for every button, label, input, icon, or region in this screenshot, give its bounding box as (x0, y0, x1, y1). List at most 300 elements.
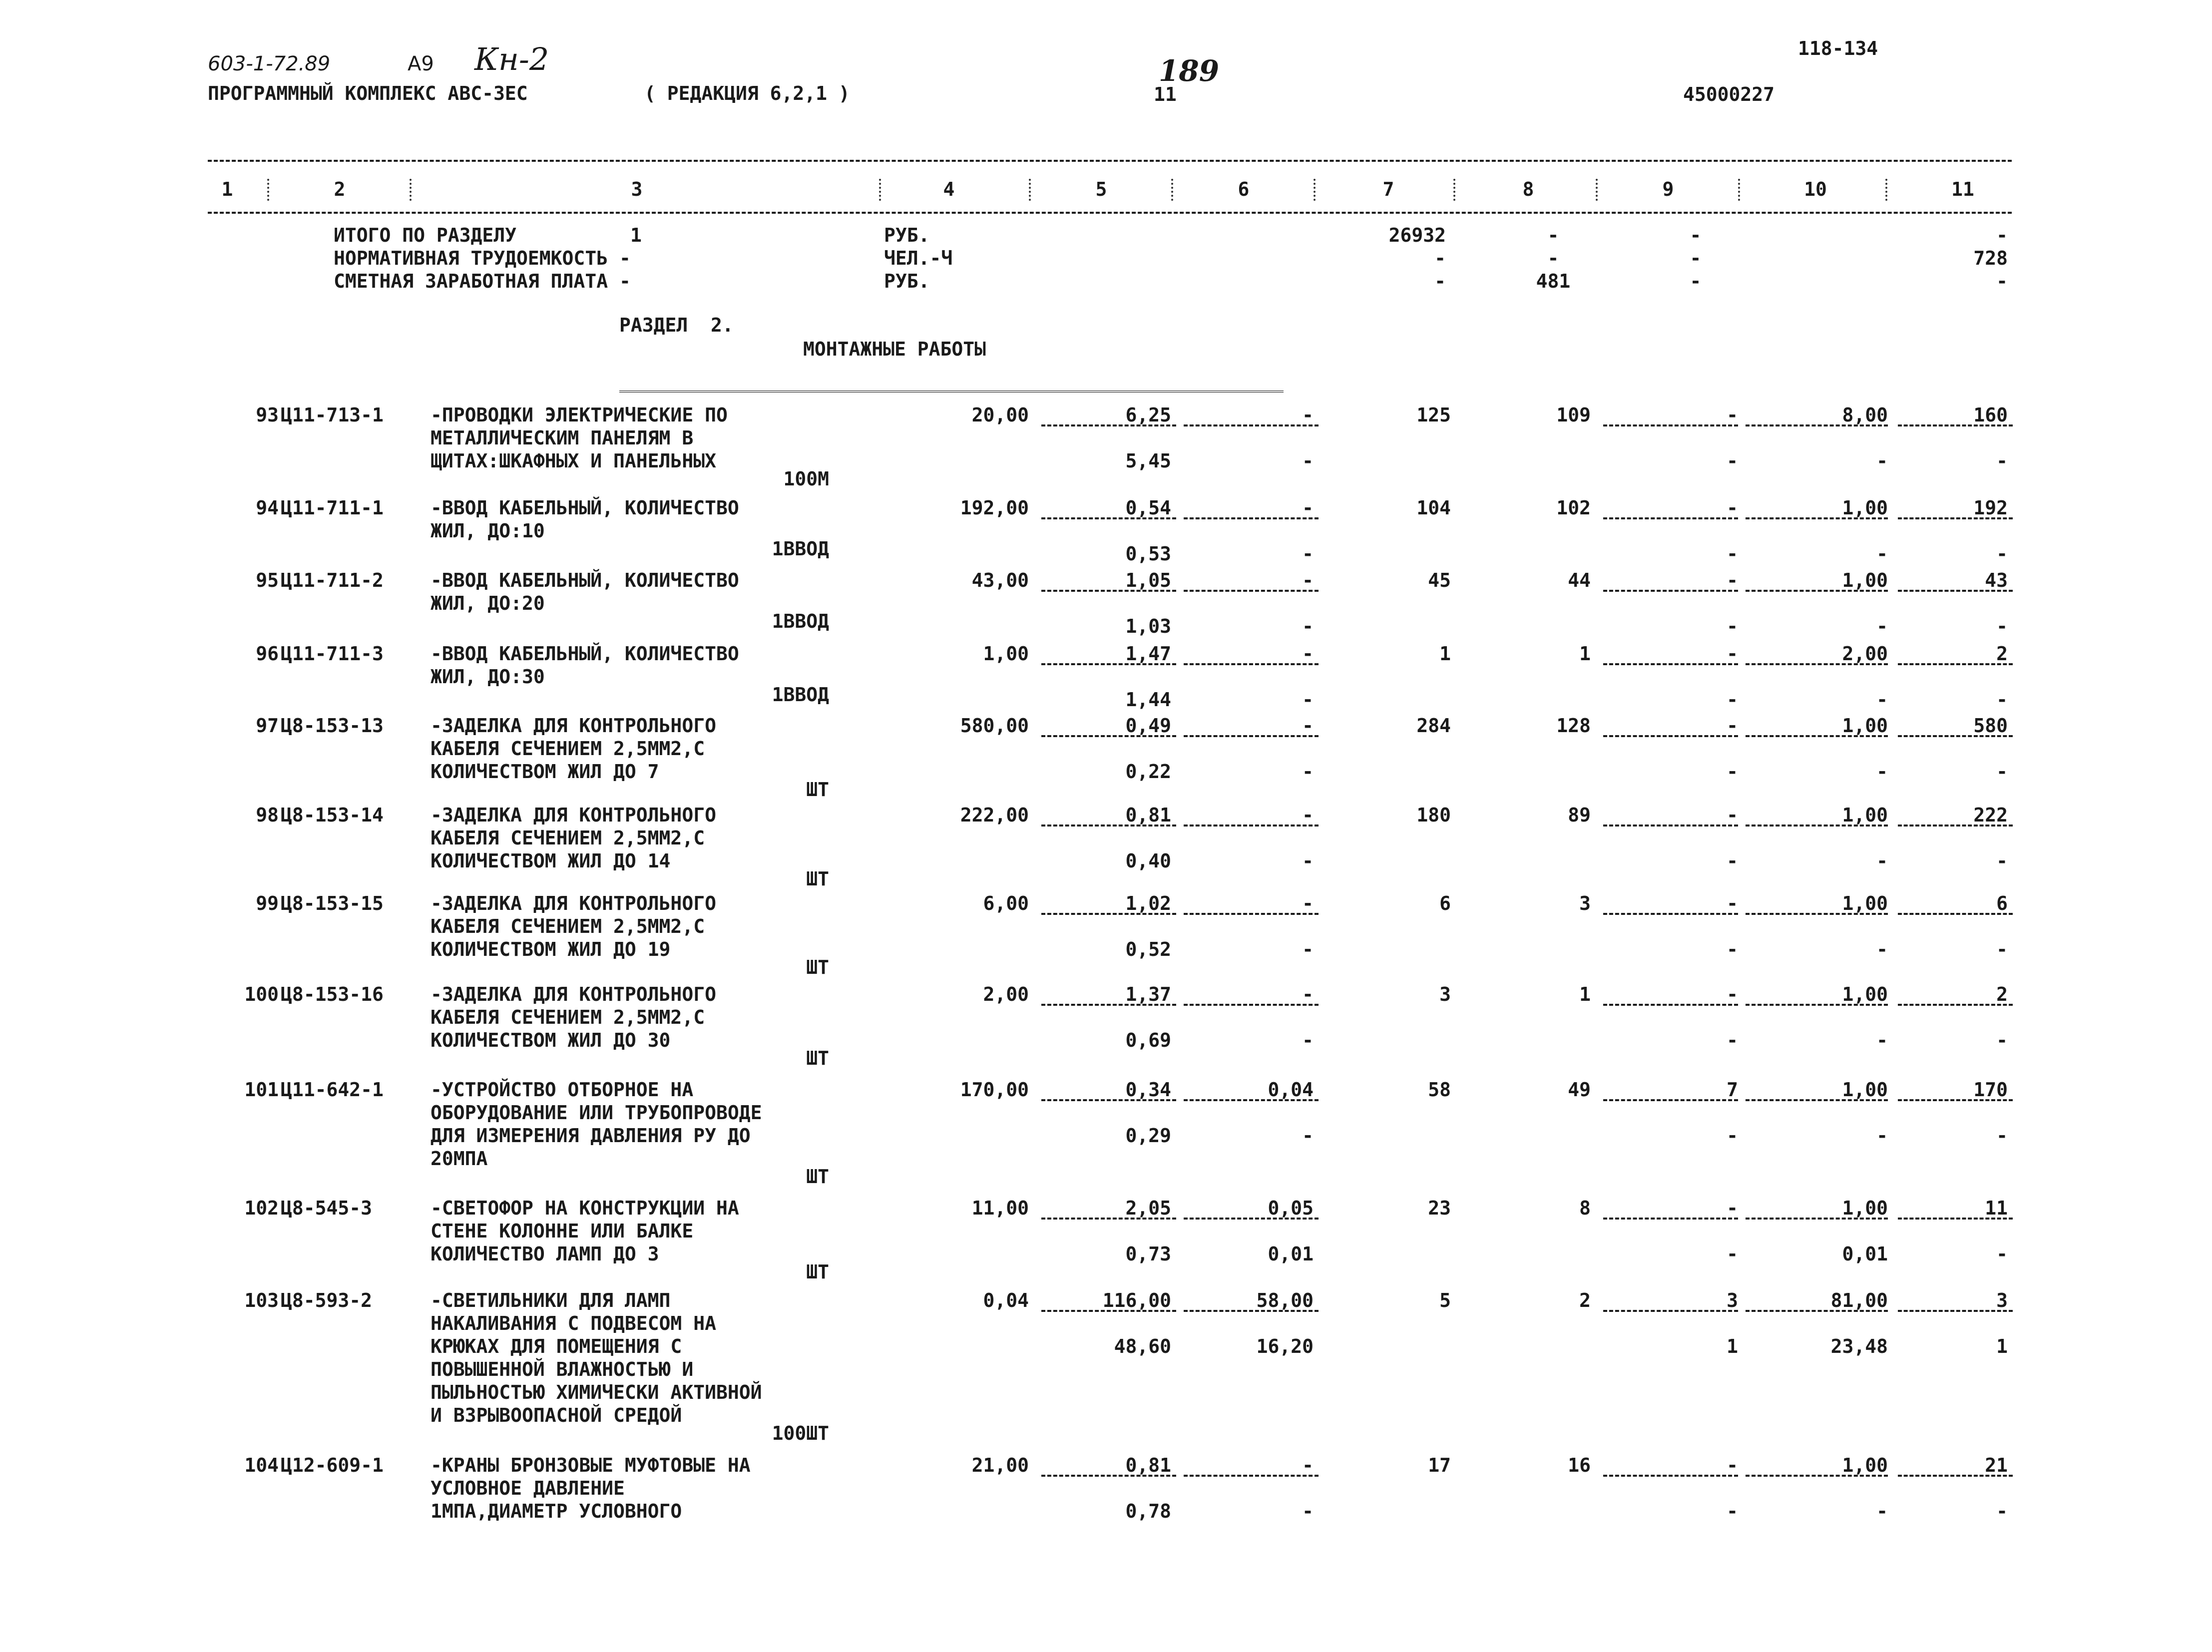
row-description-line: -СВЕТОФОР НА КОНСТРУКЦИИ НА (431, 1197, 739, 1219)
row-divider (1041, 1099, 1176, 1101)
row-col4: 2,00 (983, 983, 1029, 1005)
row-number: 104 (244, 1454, 279, 1476)
row-col11-sub: - (1996, 1125, 2008, 1147)
column-number: 3 (631, 178, 643, 200)
row-col10-sub: 23,48 (1830, 1335, 1888, 1357)
row-col9-sub: - (1727, 615, 1738, 637)
row-description-line: СТЕНЕ КОЛОННЕ ИЛИ БАЛКЕ (431, 1220, 694, 1242)
row-divider (1746, 735, 1888, 737)
row-col10: 1,00 (1842, 892, 1888, 914)
column-separator (1453, 179, 1457, 201)
program-name: ПРОГРАММНЫЙ КОМПЛЕКС АВС-3ЕС (208, 82, 528, 104)
row-number: 95 (256, 569, 279, 591)
row-description-line: -ВВОД КАБЕЛЬНЫЙ, КОЛИЧЕСТВО (431, 569, 739, 591)
row-col5: 2,05 (1125, 1197, 1171, 1219)
row-divider (1603, 735, 1738, 737)
total-col9: - (1690, 270, 1702, 292)
row-col10: 1,00 (1842, 983, 1888, 1005)
row-col9-sub: - (1727, 689, 1738, 711)
row-col5-sub: 0,78 (1125, 1500, 1171, 1522)
row-description-line: КОЛИЧЕСТВОМ ЖИЛ ДО 7 (431, 761, 659, 783)
row-divider (1184, 590, 1319, 592)
row-divider (1041, 1218, 1176, 1220)
column-number: 11 (1951, 178, 1974, 200)
row-col11-sub: - (1996, 689, 2008, 711)
row-col9: - (1727, 715, 1738, 737)
row-col6: 0,04 (1268, 1079, 1314, 1101)
row-col10: 1,00 (1842, 1454, 1888, 1476)
row-col10-sub: - (1876, 1029, 1888, 1051)
row-description-line: КОЛИЧЕСТВОМ ЖИЛ ДО 30 (431, 1029, 671, 1051)
row-description-line: УСЛОВНОЕ ДАВЛЕНИЕ (431, 1477, 625, 1499)
row-col6-sub: 16,20 (1256, 1335, 1314, 1357)
row-col9: 7 (1727, 1079, 1738, 1101)
row-description-line: -ВВОД КАБЕЛЬНЫЙ, КОЛИЧЕСТВО (431, 497, 739, 519)
row-col6: - (1302, 1454, 1314, 1476)
row-col11-sub: 1 (1996, 1335, 2008, 1357)
section-title: РАЗДЕЛ 2. (619, 314, 734, 336)
row-col5-sub: 0,73 (1125, 1243, 1171, 1265)
row-divider (1898, 913, 2013, 915)
page-number: 11 (1154, 83, 1177, 105)
sheet-range: 118-134 (1798, 37, 1878, 59)
total-col7: 26932 (1388, 224, 1446, 246)
row-col8: 44 (1568, 569, 1591, 591)
row-description-line: КРЮКАХ ДЛЯ ПОМЕЩЕНИЯ С (431, 1335, 682, 1357)
doc-code: 603-1-72.89 (208, 52, 331, 75)
row-col10-sub: - (1876, 543, 1888, 565)
row-col9: - (1727, 892, 1738, 914)
row-unit: 1ВВОД (772, 538, 829, 560)
row-divider (1184, 517, 1319, 519)
row-col10-sub: - (1876, 689, 1888, 711)
total-col8: - (1547, 247, 1559, 269)
row-col8: 49 (1568, 1079, 1591, 1101)
row-col4: 170,00 (960, 1079, 1029, 1101)
row-col8: 102 (1556, 497, 1591, 519)
row-col11: 160 (1973, 404, 2008, 426)
column-separator (1596, 179, 1600, 201)
row-col9-sub: - (1727, 450, 1738, 472)
row-divider (1184, 1004, 1319, 1006)
row-divider (1898, 1475, 2013, 1477)
row-col10: 1,00 (1842, 1197, 1888, 1219)
row-col10-sub: - (1876, 850, 1888, 872)
row-description-line: ПОВЫШЕННОЙ ВЛАЖНОСТЬЮ И (431, 1358, 694, 1380)
row-divider (1603, 825, 1738, 826)
row-description-line: -КРАНЫ БРОНЗОВЫЕ МУФТОВЫЕ НА (431, 1454, 751, 1476)
row-col10: 1,00 (1842, 715, 1888, 737)
total-col11: 728 (1973, 247, 2008, 269)
row-col9-sub: - (1727, 1125, 1738, 1147)
row-divider (1603, 1099, 1738, 1101)
row-col9-sub: - (1727, 1500, 1738, 1522)
row-description-line: ПЫЛЬНОСТЬЮ ХИМИЧЕСКИ АКТИВНОЙ (431, 1381, 762, 1403)
total-unit: ЧЕЛ.-Ч (884, 247, 953, 269)
row-divider (1603, 1218, 1738, 1220)
row-col11: 580 (1973, 715, 2008, 737)
total-col11: - (1996, 270, 2008, 292)
row-divider (1898, 1218, 2013, 1220)
row-unit: 1ВВОД (772, 610, 829, 632)
row-number: 96 (256, 643, 279, 665)
row-col10-sub: - (1876, 1125, 1888, 1147)
column-separator (410, 179, 414, 201)
row-number: 100 (244, 983, 279, 1005)
row-col5: 1,47 (1125, 643, 1171, 665)
row-col4: 222,00 (960, 804, 1029, 826)
row-col7: 1 (1439, 643, 1451, 665)
row-divider (1898, 517, 2013, 519)
row-col11-sub: - (1996, 1029, 2008, 1051)
row-col6-sub: - (1302, 1500, 1314, 1522)
row-col5-sub: 0,40 (1125, 850, 1171, 872)
row-col6-sub: - (1302, 938, 1314, 960)
row-col11-sub: - (1996, 543, 2008, 565)
row-col8: 2 (1579, 1289, 1591, 1311)
row-description-line: КАБЕЛЯ СЕЧЕНИЕМ 2,5ММ2,С (431, 1006, 705, 1028)
row-divider (1041, 1475, 1176, 1477)
row-col5: 0,81 (1125, 804, 1171, 826)
row-col6: 58,00 (1256, 1289, 1314, 1311)
row-code: Ц8-153-14 (281, 804, 384, 826)
row-description-line: ЖИЛ, ДО:30 (431, 666, 545, 688)
row-col9-sub: - (1727, 1029, 1738, 1051)
row-divider (1898, 590, 2013, 592)
row-col9-sub: - (1727, 938, 1738, 960)
row-description-line: КОЛИЧЕСТВОМ ЖИЛ ДО 14 (431, 850, 671, 872)
row-col6: - (1302, 497, 1314, 519)
row-col5-sub: 5,45 (1125, 450, 1171, 472)
row-col4: 6,00 (983, 892, 1029, 914)
row-col10: 81,00 (1830, 1289, 1888, 1311)
row-col10: 1,00 (1842, 569, 1888, 591)
column-number: 7 (1382, 178, 1394, 200)
row-col8: 109 (1556, 404, 1591, 426)
row-col6: 0,05 (1268, 1197, 1314, 1219)
row-divider (1898, 1099, 2013, 1101)
row-description-line: -СВЕТИЛЬНИКИ ДЛЯ ЛАМП (431, 1289, 671, 1311)
row-col7: 17 (1428, 1454, 1451, 1476)
row-col5-sub: 0,52 (1125, 938, 1171, 960)
row-divider (1898, 1004, 2013, 1006)
row-col9: - (1727, 404, 1738, 426)
row-number: 101 (244, 1079, 279, 1101)
row-col11: 2 (1996, 983, 2008, 1005)
total-col7: - (1434, 247, 1446, 269)
rule-top (208, 160, 2012, 162)
row-divider (1603, 1475, 1738, 1477)
row-col11: 21 (1985, 1454, 2008, 1476)
row-divider (1746, 1004, 1888, 1006)
total-label: СМЕТНАЯ ЗАРАБОТНАЯ ПЛАТА - (334, 270, 631, 292)
row-number: 97 (256, 715, 279, 737)
row-col10: 1,00 (1842, 497, 1888, 519)
row-unit: ШТ (806, 1261, 829, 1283)
row-col8: 1 (1579, 643, 1591, 665)
row-col10-sub: 0,01 (1842, 1243, 1888, 1265)
total-col9: - (1690, 224, 1702, 246)
row-code: Ц8-593-2 (281, 1289, 373, 1311)
row-divider (1603, 517, 1738, 519)
row-col9-sub: - (1727, 850, 1738, 872)
row-col6-sub: - (1302, 1029, 1314, 1051)
row-description-line: НАКАЛИВАНИЯ С ПОДВЕСОМ НА (431, 1312, 716, 1334)
row-description-line: КАБЕЛЯ СЕЧЕНИЕМ 2,5ММ2,С (431, 738, 705, 760)
edition: ( РЕДАКЦИЯ 6,2,1 ) (644, 82, 850, 104)
row-col7: 180 (1416, 804, 1451, 826)
row-col6: - (1302, 569, 1314, 591)
row-col11: 11 (1985, 1197, 2008, 1219)
row-divider (1603, 663, 1738, 665)
row-col11: 2 (1996, 643, 2008, 665)
row-divider (1184, 424, 1319, 426)
row-unit: ШТ (806, 1047, 829, 1069)
row-col11-sub: - (1996, 850, 2008, 872)
row-description-line: ЖИЛ, ДО:10 (431, 520, 545, 542)
row-number: 102 (244, 1197, 279, 1219)
row-col5: 0,34 (1125, 1079, 1171, 1101)
row-divider (1041, 424, 1176, 426)
row-col9-sub: - (1727, 761, 1738, 783)
row-col6: - (1302, 892, 1314, 914)
row-col9: - (1727, 804, 1738, 826)
row-number: 98 (256, 804, 279, 826)
row-col7: 284 (1416, 715, 1451, 737)
row-col8: 89 (1568, 804, 1591, 826)
row-col9: - (1727, 1197, 1738, 1219)
row-divider (1041, 1310, 1176, 1312)
row-col5-sub: 0,53 (1125, 543, 1171, 565)
row-col6: - (1302, 983, 1314, 1005)
row-col11-sub: - (1996, 615, 2008, 637)
row-divider (1898, 735, 2013, 737)
column-number: 9 (1662, 178, 1674, 200)
total-unit: РУБ. (884, 224, 930, 246)
row-col6-sub: - (1302, 543, 1314, 565)
row-col7: 45 (1428, 569, 1451, 591)
row-divider (1898, 1310, 2013, 1312)
row-divider (1603, 590, 1738, 592)
row-divider (1746, 1475, 1888, 1477)
row-code: Ц11-642-1 (281, 1079, 384, 1101)
row-divider (1184, 1475, 1319, 1477)
row-col9: - (1727, 983, 1738, 1005)
row-divider (1746, 517, 1888, 519)
row-col5: 0,54 (1125, 497, 1171, 519)
row-unit: ШТ (806, 868, 829, 890)
row-number: 99 (256, 892, 279, 914)
row-col5-sub: 0,69 (1125, 1029, 1171, 1051)
row-col7: 125 (1416, 404, 1451, 426)
row-divider (1746, 913, 1888, 915)
section-subtitle: МОНТАЖНЫЕ РАБОТЫ (803, 338, 986, 360)
section-double-rule (619, 391, 1284, 393)
row-col9: - (1727, 569, 1738, 591)
row-divider (1041, 663, 1176, 665)
row-col9: 3 (1727, 1289, 1738, 1311)
row-col7: 6 (1439, 892, 1451, 914)
page-handwritten: 189 (1159, 54, 1220, 88)
row-code: Ц8-545-3 (281, 1197, 373, 1219)
row-description-line: И ВЗРЫВООПАСНОЙ СРЕДОЙ (431, 1404, 682, 1426)
row-description-line: -ЗАДЕЛКА ДЛЯ КОНТРОЛЬНОГО (431, 892, 716, 914)
column-separator (1738, 179, 1742, 201)
row-description-line: КАБЕЛЯ СЕЧЕНИЕМ 2,5ММ2,С (431, 915, 705, 937)
row-description-line: -ЗАДЕЛКА ДЛЯ КОНТРОЛЬНОГО (431, 983, 716, 1005)
row-unit: 1ВВОД (772, 684, 829, 706)
row-divider (1041, 825, 1176, 826)
row-unit: 100М (783, 468, 829, 490)
row-divider (1184, 735, 1319, 737)
row-col5-sub: 0,29 (1125, 1125, 1171, 1147)
row-col4: 21,00 (971, 1454, 1029, 1476)
row-divider (1603, 1310, 1738, 1312)
column-number: 4 (943, 178, 955, 200)
row-divider (1041, 913, 1176, 915)
row-col7: 3 (1439, 983, 1451, 1005)
column-separator (1314, 179, 1318, 201)
row-col4: 1,00 (983, 643, 1029, 665)
column-separator (1885, 179, 1889, 201)
row-col5: 116,00 (1102, 1289, 1171, 1311)
book-note-handwritten: Кн-2 (474, 41, 549, 77)
row-col6-sub: - (1302, 761, 1314, 783)
row-col5: 1,37 (1125, 983, 1171, 1005)
row-col11-sub: - (1996, 938, 2008, 960)
row-col9: - (1727, 643, 1738, 665)
row-divider (1041, 1004, 1176, 1006)
row-col10: 1,00 (1842, 1079, 1888, 1101)
row-description-line: 20МПА (431, 1148, 488, 1170)
row-col10-sub: - (1876, 1500, 1888, 1522)
row-col10-sub: - (1876, 938, 1888, 960)
row-col5: 1,05 (1125, 569, 1171, 591)
column-separator (879, 179, 883, 201)
row-col9-sub: - (1727, 543, 1738, 565)
row-col5-sub: 1,44 (1125, 689, 1171, 711)
row-number: 93 (256, 404, 279, 426)
column-number: 2 (334, 178, 346, 200)
row-divider (1746, 1099, 1888, 1101)
row-col10-sub: - (1876, 761, 1888, 783)
total-col7: - (1434, 270, 1446, 292)
column-separator (1029, 179, 1033, 201)
row-col11-sub: - (1996, 450, 2008, 472)
row-col6: - (1302, 715, 1314, 737)
row-divider (1184, 1218, 1319, 1220)
row-col6: - (1302, 404, 1314, 426)
row-col11: 3 (1996, 1289, 2008, 1311)
row-col6-sub: - (1302, 850, 1314, 872)
row-divider (1746, 663, 1888, 665)
rule-under-header (208, 212, 2012, 214)
row-col6-sub: - (1302, 689, 1314, 711)
row-divider (1184, 913, 1319, 915)
object-id: 45000227 (1683, 83, 1775, 105)
row-code: Ц12-609-1 (281, 1454, 384, 1476)
row-col7: 5 (1439, 1289, 1451, 1311)
row-col8: 128 (1556, 715, 1591, 737)
row-description-line: ОБОРУДОВАНИЕ ИЛИ ТРУБОПРОВОДЕ (431, 1102, 762, 1124)
row-col11: 6 (1996, 892, 2008, 914)
row-number: 103 (244, 1289, 279, 1311)
total-col8: 481 (1536, 270, 1571, 292)
row-col11: 222 (1973, 804, 2008, 826)
column-number: 10 (1804, 178, 1827, 200)
row-col10: 1,00 (1842, 804, 1888, 826)
total-label: ИТОГО ПО РАЗДЕЛУ (334, 224, 517, 246)
row-col6: - (1302, 643, 1314, 665)
row-number: 94 (256, 497, 279, 519)
row-divider (1603, 1004, 1738, 1006)
row-code: Ц8-153-13 (281, 715, 384, 737)
row-description-line: КОЛИЧЕСТВО ЛАМП ДО 3 (431, 1243, 659, 1265)
row-description-line: -ПРОВОДКИ ЭЛЕКТРИЧЕСКИЕ ПО (431, 404, 728, 426)
row-description-line: ДЛЯ ИЗМЕРЕНИЯ ДАВЛЕНИЯ РУ ДО (431, 1125, 751, 1147)
row-description-line: МЕТАЛЛИЧЕСКИМ ПАНЕЛЯМ В (431, 427, 694, 449)
row-col6-sub: - (1302, 1125, 1314, 1147)
total-col8: - (1547, 224, 1559, 246)
row-description-line: ЖИЛ, ДО:20 (431, 592, 545, 614)
row-divider (1041, 590, 1176, 592)
row-col6: - (1302, 804, 1314, 826)
row-col4: 43,00 (971, 569, 1029, 591)
row-col5-sub: 0,22 (1125, 761, 1171, 783)
row-code: Ц11-711-1 (281, 497, 384, 519)
column-number: 6 (1238, 178, 1250, 200)
row-col11-sub: - (1996, 761, 2008, 783)
row-description-line: -ЗАДЕЛКА ДЛЯ КОНТРОЛЬНОГО (431, 804, 716, 826)
row-col9-sub: - (1727, 1243, 1738, 1265)
row-divider (1184, 663, 1319, 665)
row-col11: 170 (1973, 1079, 2008, 1101)
row-col10-sub: - (1876, 615, 1888, 637)
row-col8: 8 (1579, 1197, 1591, 1219)
row-unit: 100ШТ (772, 1422, 829, 1444)
row-divider (1746, 1310, 1888, 1312)
row-divider (1898, 663, 2013, 665)
row-description-line: ЩИТАХ:ШКАФНЫХ И ПАНЕЛЬНЫХ (431, 450, 716, 472)
row-col9-sub: 1 (1727, 1335, 1738, 1357)
row-divider (1184, 1310, 1319, 1312)
row-description-line: -ВВОД КАБЕЛЬНЫЙ, КОЛИЧЕСТВО (431, 643, 739, 665)
row-col10-sub: - (1876, 450, 1888, 472)
row-col7: 58 (1428, 1079, 1451, 1101)
row-code: Ц8-153-15 (281, 892, 384, 914)
row-divider (1041, 735, 1176, 737)
row-description-line: 1МПА,ДИАМЕТР УСЛОВНОГО (431, 1500, 682, 1522)
row-col9: - (1727, 1454, 1738, 1476)
row-col6-sub: - (1302, 450, 1314, 472)
row-col11: 192 (1973, 497, 2008, 519)
row-divider (1746, 825, 1888, 826)
row-col11-sub: - (1996, 1243, 2008, 1265)
row-col8: 3 (1579, 892, 1591, 914)
row-col4: 11,00 (971, 1197, 1029, 1219)
row-divider (1603, 913, 1738, 915)
row-divider (1603, 424, 1738, 426)
total-col9: - (1690, 247, 1702, 269)
row-divider (1184, 1099, 1319, 1101)
row-col6-sub: 0,01 (1268, 1243, 1314, 1265)
row-unit: ШТ (806, 956, 829, 978)
row-code: Ц11-713-1 (281, 404, 384, 426)
row-divider (1184, 825, 1319, 826)
row-col11: 43 (1985, 569, 2008, 591)
column-separator (1171, 179, 1175, 201)
column-number: 1 (221, 178, 233, 200)
